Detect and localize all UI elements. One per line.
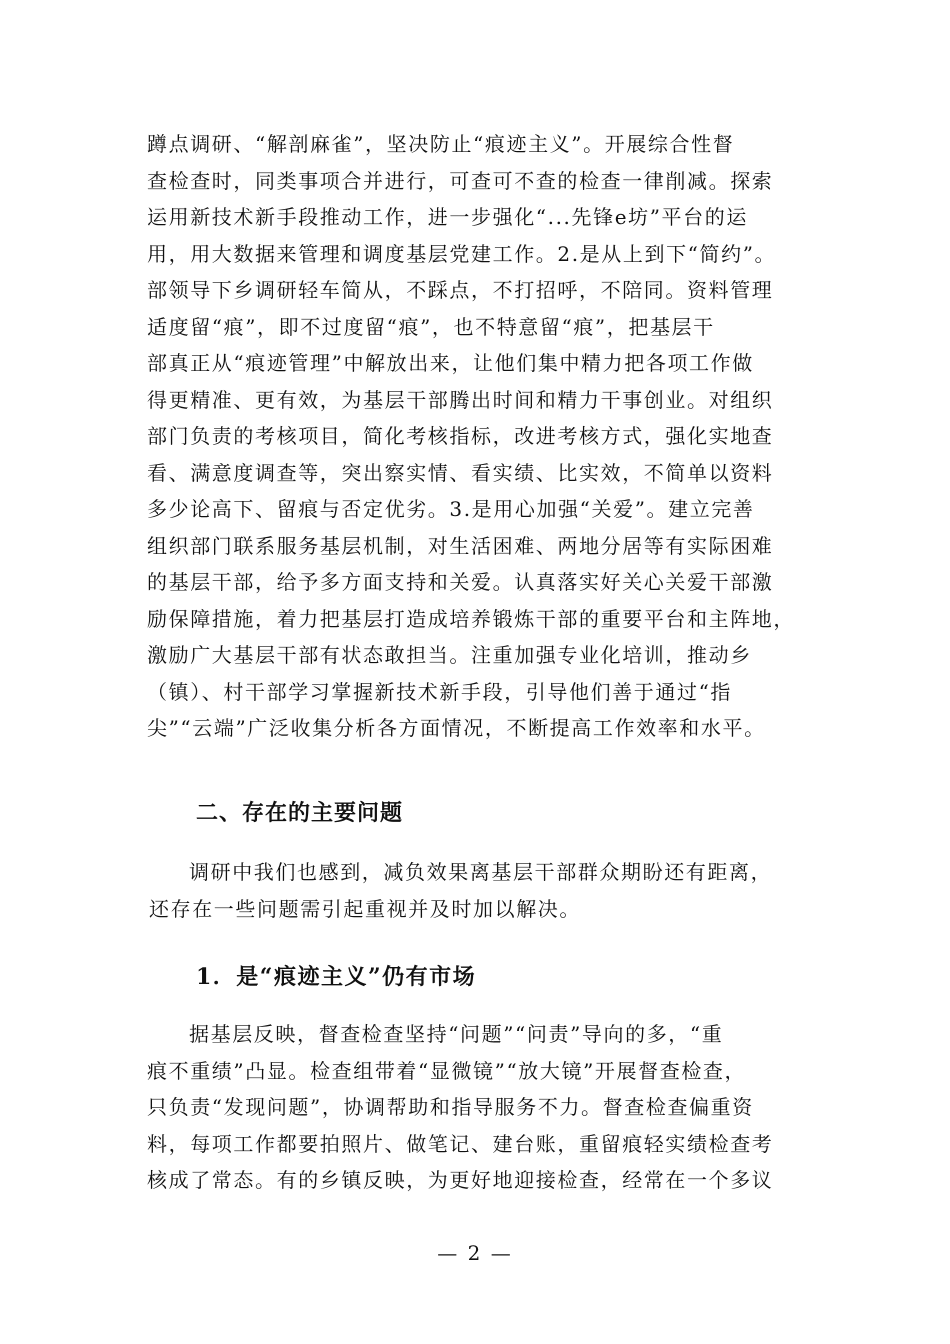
text-line: 料，每项工作都要拍照片、做笔记、建台账，重留痕轻实绩检查考 bbox=[147, 1131, 774, 1156]
text-line: 励保障措施，着力把基层打造成培养锻炼干部的重要平台和主阵地， bbox=[147, 606, 795, 631]
text-line: 得更精准、更有效，为基层干部腾出时间和精力干事创业。对组织 bbox=[147, 387, 774, 412]
text-line: 多少论高下、留痕与否定优劣。3.是用心加强“关爱”。建立完善 bbox=[147, 497, 755, 521]
text-line: 调研中我们也感到，减负效果离基层干部群众期盼还有距离， bbox=[189, 860, 773, 884]
item-heading: 1．是“痕迹主义”仍有市场 bbox=[196, 964, 477, 990]
text-line: 还存在一些问题需引起重视并及时加以解决。 bbox=[149, 896, 581, 921]
text-line: （镇）、村干部学习掌握新技术新手段，引导他们善于通过“指 bbox=[147, 679, 733, 704]
text-line: 激励广大基层干部有状态敢担当。注重加强专业化培训，推动乡 bbox=[147, 643, 752, 667]
page-number: — 2 — bbox=[437, 1241, 513, 1265]
section-heading: 二、存在的主要问题 bbox=[196, 801, 404, 826]
text-line: 看、满意度调查等，突出察实情、看实绩、比实效，不简单以资料 bbox=[147, 460, 774, 485]
text-line: 用，用大数据来管理和调度基层党建工作。2.是从上到下“简约”。 bbox=[147, 241, 777, 266]
paragraph-continuation bbox=[147, 126, 807, 747]
paragraph-intro bbox=[147, 854, 807, 927]
text-line: 部领导下乡调研轻车简从，不踩点，不打招呼，不陪同。资料管理 bbox=[147, 278, 774, 302]
text-line: 尖”“云端”广泛收集分析各方面情况，不断提高工作效率和水平。 bbox=[147, 716, 766, 740]
text-line: 部门负责的考核项目，简化考核指标，改进考核方式，强化实地查 bbox=[147, 424, 774, 448]
text-line: 只负责“发现问题”，协调帮助和指导服务不力。督查检查偏重资 bbox=[147, 1095, 754, 1119]
text-line: 痕不重绩”凸显。检查组带着“显微镜”“放大镜”开展督查检查， bbox=[147, 1058, 747, 1083]
text-line: 部真正从“痕迹管理”中解放出来，让他们集中精力把各项工作做 bbox=[147, 351, 754, 375]
text-line: 组织部门联系服务基层机制，对生活困难、两地分居等有实际困难 bbox=[147, 533, 774, 558]
paragraph-body bbox=[147, 1016, 807, 1199]
text-line: 蹲点调研、“解剖麻雀”，坚决防止“痕迹主义”。开展综合性督 bbox=[147, 132, 735, 156]
text-line: 适度留“痕”，即不过度留“痕”，也不特意留“痕”，把基层干 bbox=[147, 314, 715, 339]
text-line: 查检查时，同类事项合并进行，可查可不查的检查一律削减。探索 bbox=[147, 168, 774, 193]
text-line: 的基层干部，给予多方面支持和关爱。认真落实好关心关爱干部激 bbox=[147, 570, 774, 594]
text-line: 核成了常态。有的乡镇反映，为更好地迎接检查，经常在一个多议 bbox=[147, 1168, 774, 1192]
text-line: 运用新技术新手段推动工作，进一步强化“...先锋e坊”平台的运 bbox=[147, 205, 748, 229]
text-line: 据基层反映，督查检查坚持“问题”“问责”导向的多，“重 bbox=[189, 1022, 724, 1046]
